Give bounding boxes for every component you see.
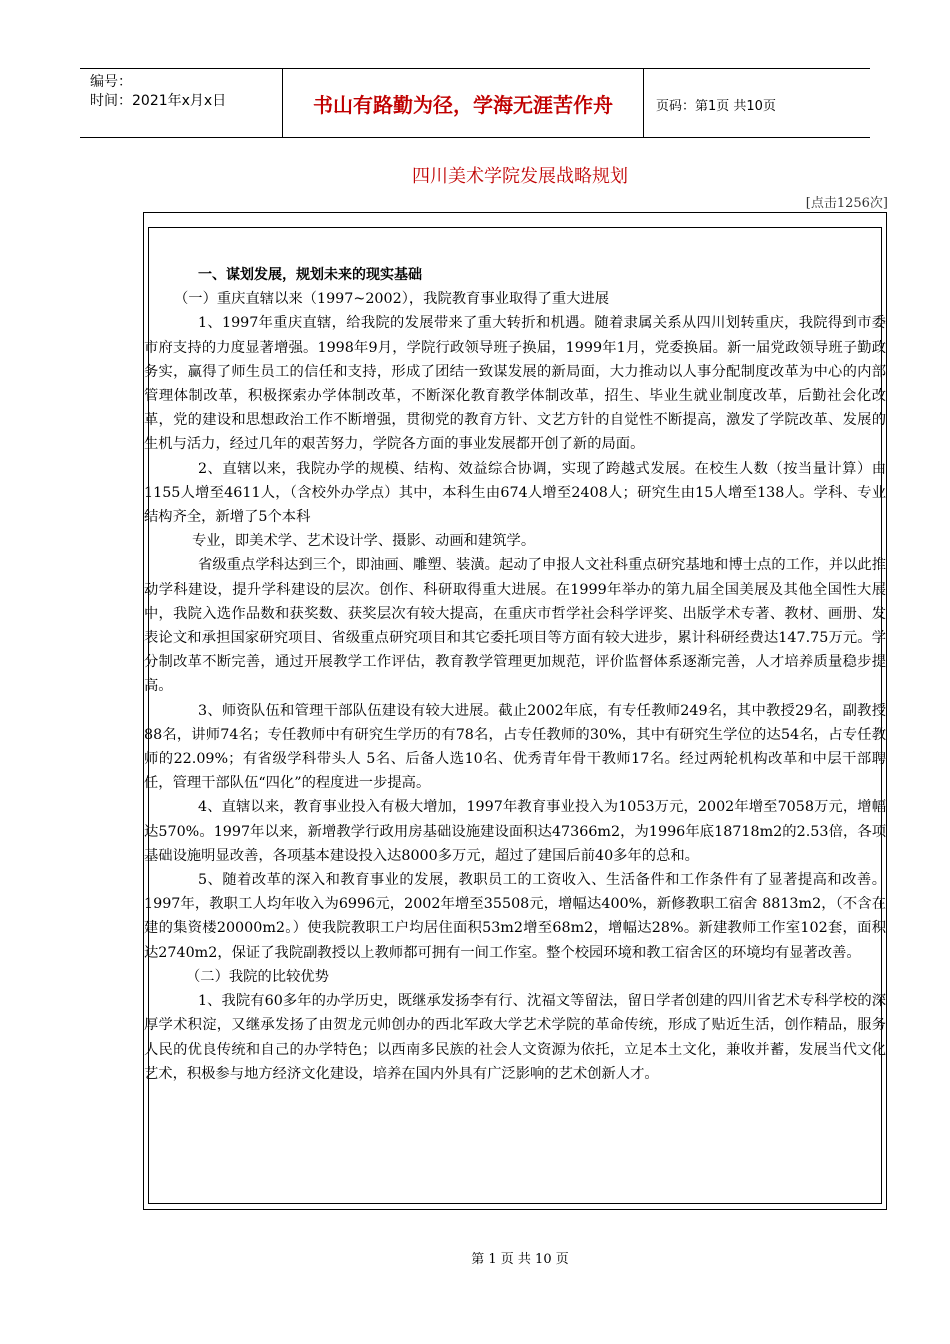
header-meta — [90, 73, 270, 111]
paragraph: 专业，即美术学、艺术设计学、摄影、动画和建筑学。 — [192, 533, 536, 550]
document-title: 四川美术学院发展战略规划 — [412, 166, 628, 187]
paragraph: 5、随着改革的深入和教育事业的发展，教职员工的工资收入、生活备件和工作条件有了显著提高和改善。1997年，教职工人均年收入为6996元，2002年增至35508元，增幅达400%，新修教职工宿舍 8813m2，（不含在建的集资楼20000m2。）使我院教职工户均居住面积53m2增至68m2，增幅达28%。新建教师工作室102套，面积达2740m2，保证了我院副教授以上教师都可拥有一间工作室。整个校园环境和教工宿舍区的环境均有显著改善。 — [144, 872, 886, 961]
paragraph: 3、师资队伍和管理干部队伍建设有较大进展。截止2002年底，有专任教师249名，其中教授29名，副教授88名，讲师74名；专任教师中有研究生学历的有78名，占专任教师的30%，其中有研究生学位的达54名，占专任教师的22.09%；有省级学科带头人 5名、后备人选10名、优秀青年骨干教师17名。经过两轮机构改革和中层干部聘任，管理干部队伍“四化”的程度进一步提高。 — [144, 702, 886, 792]
article-body — [144, 263, 886, 1086]
paragraph: 2、直辖以来，我院办学的规模、结构、效益综合协调，实现了跨越式发展。在校生人数（按当量计算）由1155人增至4611人，（含校外办学点）其中，本科生由674人增至2408人；研究生由15人增至138人。学科、专业结构齐全，新增了5个本科 — [144, 460, 886, 526]
motto: 书山有路勤为径，学海无涯苦作舟 — [282, 69, 644, 137]
paragraph: 4、直辖以来，教育事业投入有极大增加，1997年教育事业投入为1053万元，2002年增至7058万元，增幅达570%。1997年以来，新增教学行政用房基础设施建设面积达47366m2，为1996年底18718m2的2.53倍，各项基础设施明显改善，各项基本建设投入达8000多万元，超过了建国后前40多年的总和。 — [144, 799, 886, 864]
content-frame — [143, 212, 887, 1210]
time-label: 时间：2021年x月x日 — [90, 93, 227, 109]
click-count: [点击1256次] — [805, 196, 888, 211]
section-heading: 一、谋划发展，规划未来的现实基础 — [198, 267, 422, 283]
code-label: 编号： — [90, 74, 132, 90]
paragraph: 省级重点学科达到三个，即油画、雕塑、装潢。起动了申报人文社科重点研究基地和博士点的工作，并以此推动学科建设，提升学科建设的层次。创作、科研取得重大进展。在1999年举办的第九届全国美展及其他全国性大展中，我院入选作品数和获奖数、获奖层次有较大提高，在重庆市哲学社会科学评奖、出版学术专著、教材、画册、发表论文和承担国家研究项目、省级重点研究项目和其它委托项目等方面有较大进步，累计科研经费达147.75万元。学分制改革不断完善，通过开展教学工作评估，教育教学管理更加规范，评价监督体系逐渐完善，人才培养质量稳步提高。 — [144, 557, 886, 695]
subsection-heading: （一）重庆直辖以来（1997~2002），我院教育事业取得了重大进展 — [174, 291, 610, 308]
page-info: 页码：第1页 共10页 — [656, 99, 776, 114]
subsection-heading: （二）我院的比较优势 — [186, 968, 329, 985]
paragraph: 1、我院有60多年的办学历史，既继承发扬李有行、沈福文等留法，留日学者创建的四川省艺术专科学校的深厚学术积淀，又继承发扬了由贺龙元帅创办的西北军政大学艺术学院的革命传统，形成了贴近生活，创作精品，服务人民的优良传统和自己的办学特色；以西南多民族的社会人文资源为依托，立足本土文化，兼收并蓄，发展当代文化艺术，积极参与地方经济文化建设，培养在国内外具有广泛影响的艺术创新人才。 — [144, 993, 886, 1082]
paragraph: 1、1997年重庆直辖，给我院的发展带来了重大转折和机遇。随着隶属关系从四川划转重庆，我院得到市委市府支持的力度显著增强。1998年9月，学院行政领导班子换届，1999年1月，党委换届。新一届党政领导班子勤政务实，赢得了师生员工的信任和支持，形成了团结一致谋发展的新局面，大力推动以人事分配制度改革为中心的内部管理体制改革，积极探索办学体制改革，不断深化教育教学体制改革，招生、毕业生就业制度改革，后勤社会化改革，党的建设和思想政治工作不断增强，贯彻党的教育方针、文艺方针的自觉性不断提高，激发了学院改革、发展的生机与活力，经过几年的艰苦努力，学院各方面的事业发展都开创了新的局面。 — [144, 315, 886, 453]
page-footer: 第 1 页 共 10 页 — [471, 1252, 569, 1267]
page-header — [80, 68, 870, 138]
